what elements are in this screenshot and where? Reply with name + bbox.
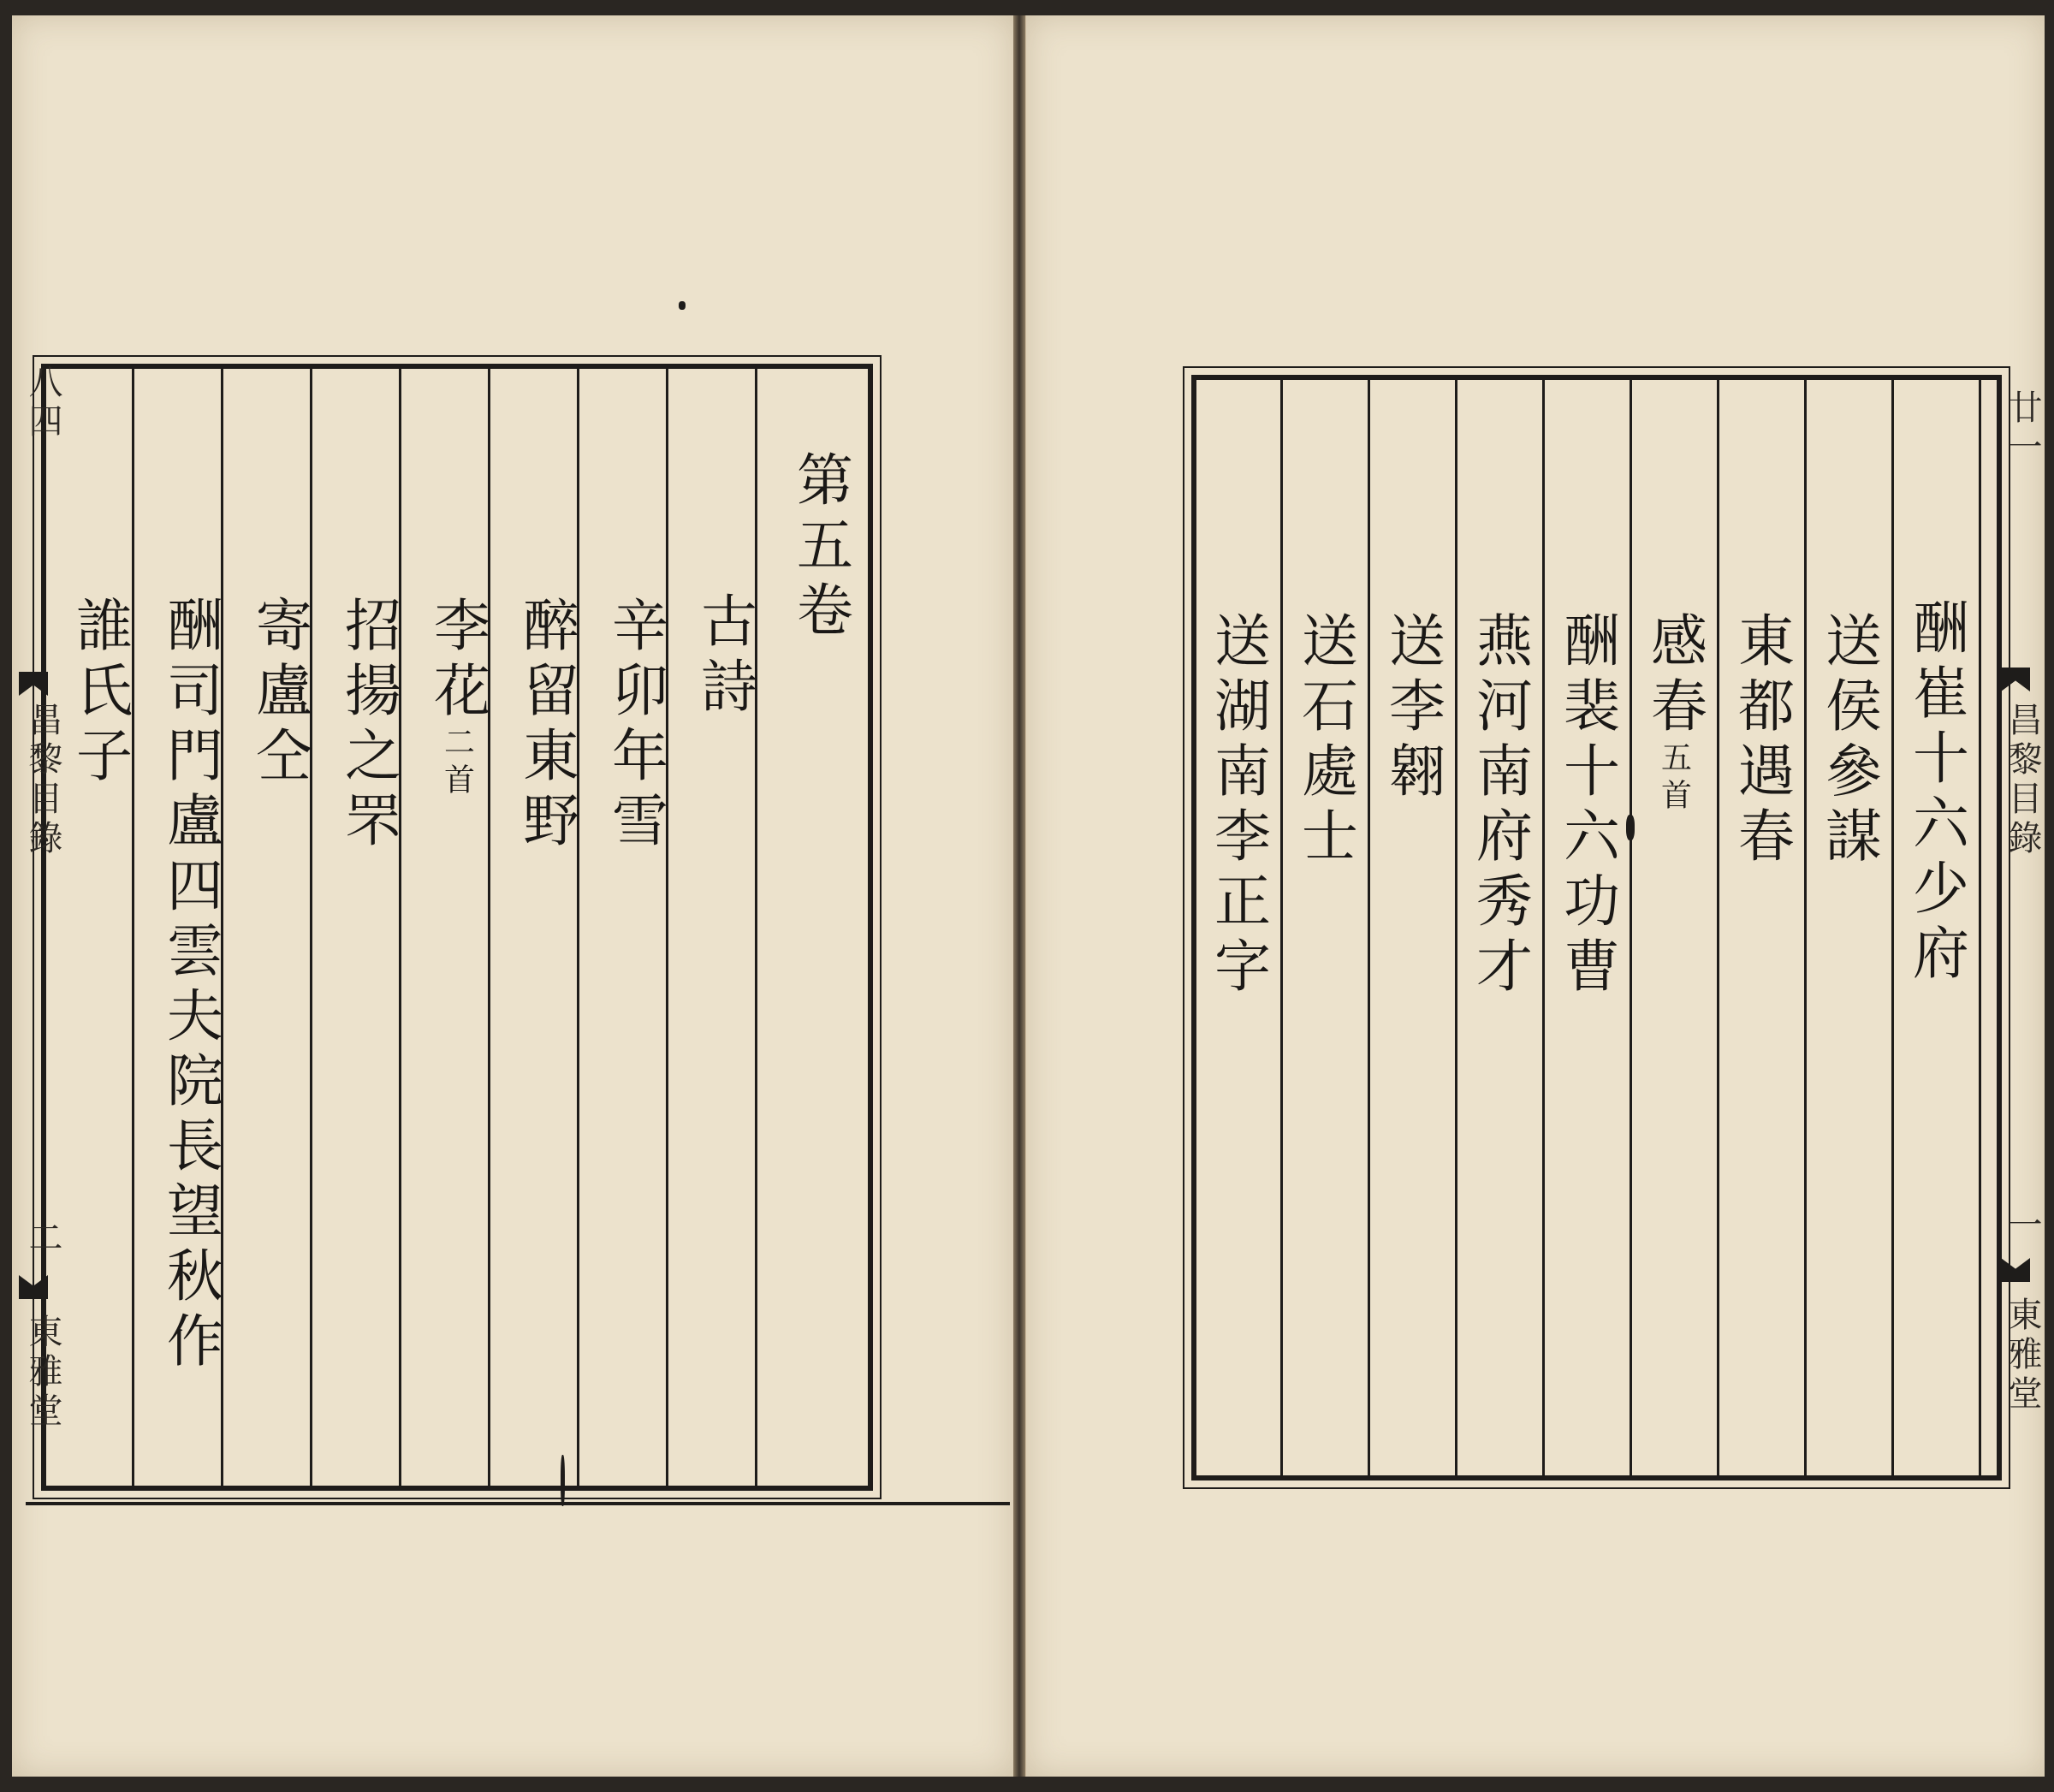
volume-heading [775, 450, 864, 645]
column-rule [132, 369, 134, 1486]
toc-entry-title: 送侯參謀 [1815, 611, 1882, 871]
toc-entry-title: 寄盧仝 [246, 596, 312, 791]
column-rule [666, 369, 668, 1486]
toc-entry[interactable] [1630, 611, 1719, 816]
ink-speck [561, 1455, 565, 1506]
column-rule [488, 369, 490, 1486]
column-rule [399, 369, 401, 1486]
toc-entry-title: 誰氏子 [66, 596, 133, 791]
column-rule [577, 369, 579, 1486]
book-gutter [1013, 15, 1025, 1777]
left-text-frame [41, 364, 873, 1491]
column-rule [755, 369, 757, 1486]
left-margin-top: 八四 [23, 364, 62, 442]
toc-entry-title: 送石處士 [1291, 611, 1358, 871]
column-rule [1368, 380, 1370, 1475]
ink-speck [1626, 815, 1635, 840]
toc-entry[interactable] [55, 596, 144, 791]
genre-heading [680, 591, 769, 721]
toc-entry[interactable] [1455, 611, 1544, 1001]
right-text-frame [1191, 375, 2002, 1480]
toc-entry[interactable] [1368, 611, 1457, 806]
toc-entry-title: 招揚之罘 [335, 596, 401, 856]
toc-entry-title: 燕河南府秀才 [1466, 611, 1533, 1001]
toc-entry-title: 東都遇春 [1728, 611, 1795, 871]
column-rule [310, 369, 312, 1486]
toc-entry-group [417, 596, 498, 801]
toc-entry[interactable] [1891, 598, 1980, 988]
toc-entry-title: 李花 [424, 596, 490, 726]
left-margin-page: 二 [23, 1219, 62, 1259]
toc-entry-title: 酬裴十六功曹 [1553, 611, 1620, 1001]
column-rule [1717, 380, 1719, 1475]
volume-heading-text: 第五卷 [787, 450, 853, 645]
toc-entry[interactable] [1280, 611, 1369, 871]
right-margin-hall: 東雅堂 [2003, 1297, 2042, 1415]
column-rule [1804, 380, 1807, 1475]
ink-speck [679, 301, 686, 310]
left-bottom-rule [26, 1502, 1010, 1505]
toc-entry-title: 送湖南李正字 [1204, 611, 1271, 1001]
toc-entry[interactable] [234, 596, 324, 791]
toc-entry-title: 送李翱 [1379, 611, 1446, 806]
left-margin-hall: 東雅堂 [23, 1314, 62, 1432]
right-margin-title: 昌黎目錄 [2003, 702, 2042, 859]
toc-entry-note: 五首 [1656, 741, 1692, 816]
toc-entry-note: 二首 [439, 726, 475, 801]
toc-entry[interactable] [1804, 611, 1893, 871]
toc-entry-title: 辛卯年雪 [602, 596, 668, 856]
toc-entry[interactable] [1717, 611, 1806, 871]
toc-entry[interactable] [591, 596, 680, 856]
toc-entry-title: 感春 [1641, 611, 1707, 741]
left-margin-title: 昌黎目錄 [23, 702, 62, 859]
right-margin-page: 一 [2003, 1207, 2042, 1246]
toc-entry[interactable] [502, 596, 591, 856]
toc-entry[interactable] [1542, 611, 1631, 1001]
toc-entry[interactable] [324, 596, 413, 856]
toc-entry[interactable] [145, 596, 234, 1376]
toc-entry-title: 酬崔十六少府 [1903, 598, 1969, 988]
toc-entry-title: 醉留東野 [513, 596, 579, 856]
right-margin-top: 廿一 [2003, 389, 2042, 468]
toc-entry[interactable] [413, 596, 502, 801]
genre-heading-text: 古詩 [691, 591, 757, 721]
toc-entry-title: 酬司門盧四雲夫院長望秋作 [157, 596, 223, 1376]
toc-entry[interactable] [1193, 611, 1282, 1001]
toc-entry-group [1634, 611, 1715, 816]
